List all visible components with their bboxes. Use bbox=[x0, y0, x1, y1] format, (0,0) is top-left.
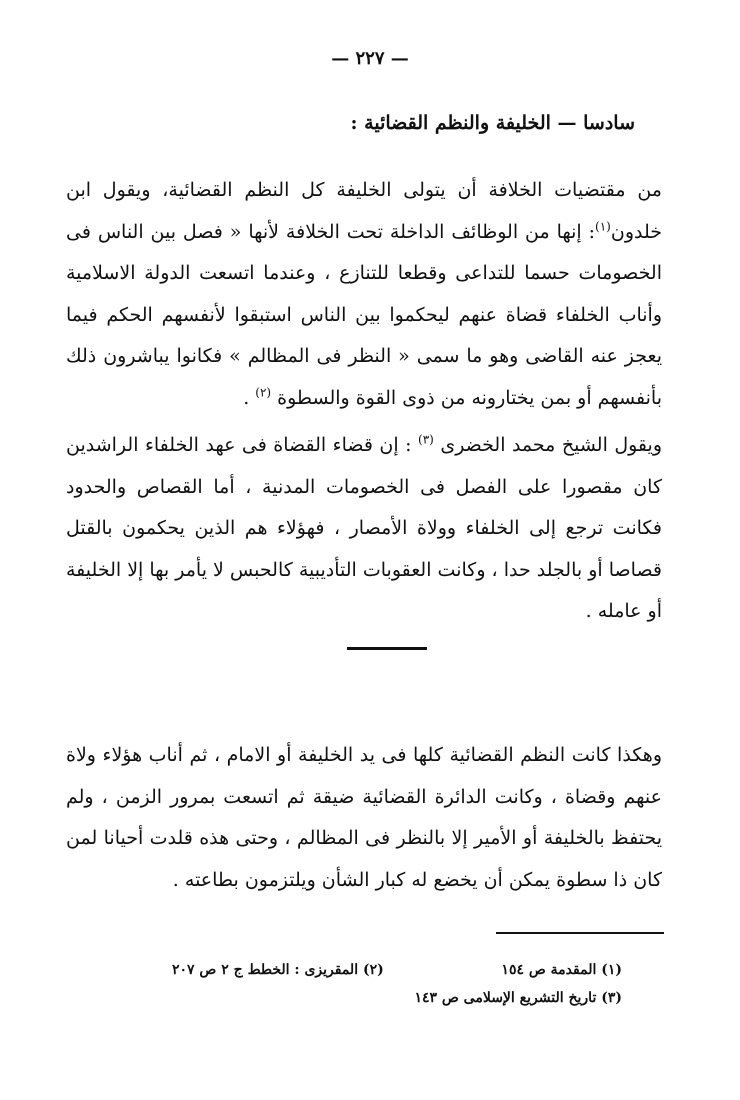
paragraph-2-text-a: ويقول الشيخ محمد الخضرى bbox=[440, 434, 663, 456]
paragraph-1-text-a: من مقتضيات الخلافة أن يتولى الخليفة كل النظم القضائية، ويقول ابن خلدون bbox=[66, 179, 662, 243]
footnote-1: (١) المقدمة ص ١٥٤ bbox=[501, 962, 622, 978]
paragraph-2-text-b: : إن قضاء القضاة فى عهد الخلفاء الراشدين كان مقصورا على الفصل فى الخصومات المدنية ، أما القصاص والحدود فكانت ترجع إلى الخلفاء وولاة الأمصار ، فهؤلاء هم الذين يحكمون بالقتل قصاصا أو بالجلد حدا ، وكانت العقوبات التأديبية كالحبس لا يأمر بها إلا الخليفة أو عامله . bbox=[66, 434, 662, 622]
footnote-2: (٢) المقريزى : الخطط ج ٢ ص ٢٠٧ bbox=[172, 962, 384, 978]
paragraph-1-text-b: : إنها من الوظائف الداخلة تحت الخلافة لأنها « فصل بين الناس فى الخصومات حسما للتداعى وقطعا للتنازع ، وعندما اتسعت الدولة الاسلامية وأناب الخلفاء قضاة عنهم ليحكموا بين الناس استبقوا لأنفسهم الحكم فيما يعجز عنه القاضى وهو ما سمى « النظر فى المظالم » فكانوا يباشرون ذلك بأنفسهم أو بمن يختارونه من ذوى القوة والسطوة bbox=[66, 220, 662, 409]
footnote-ref-3: (٣) bbox=[418, 432, 434, 447]
paragraph-1 bbox=[66, 170, 662, 419]
footnote-3: (٣) تاريخ التشريع الإسلامى ص ١٤٣ bbox=[414, 990, 622, 1006]
footnote-row-1 bbox=[172, 956, 622, 984]
paragraph-1-text-c: . bbox=[243, 386, 250, 409]
footnote-row-2 bbox=[172, 984, 622, 1012]
page-number: — ٢٢٧ — bbox=[331, 48, 409, 69]
section-divider bbox=[347, 647, 427, 650]
footnotes bbox=[172, 956, 622, 1012]
footnote-ref-1: (١) bbox=[595, 219, 611, 234]
section-heading: سادسا — الخليفة والنظم القضائية : bbox=[350, 112, 635, 134]
paragraph-2 bbox=[66, 425, 662, 633]
footnote-rule bbox=[496, 932, 664, 934]
footnote-ref-2: (٢) bbox=[255, 385, 272, 400]
paragraph-3: وهكذا كانت النظم القضائية كلها فى يد الخليفة أو الامام ، ثم أناب هؤلاء ولاة عنهم وقضاة ، وكانت الدائرة القضائية ضيقة ثم اتسعت بمرور الزمن ، ولم يحتفظ بالخليفة أو الأمير إلا بالنظر فى المظالم ، وحتى هذه قلدت أحيانا لمن كان ذا سطوة يمكن أن يخضع له كبار الشأن ويلتزمون بطاعته . bbox=[66, 744, 662, 891]
